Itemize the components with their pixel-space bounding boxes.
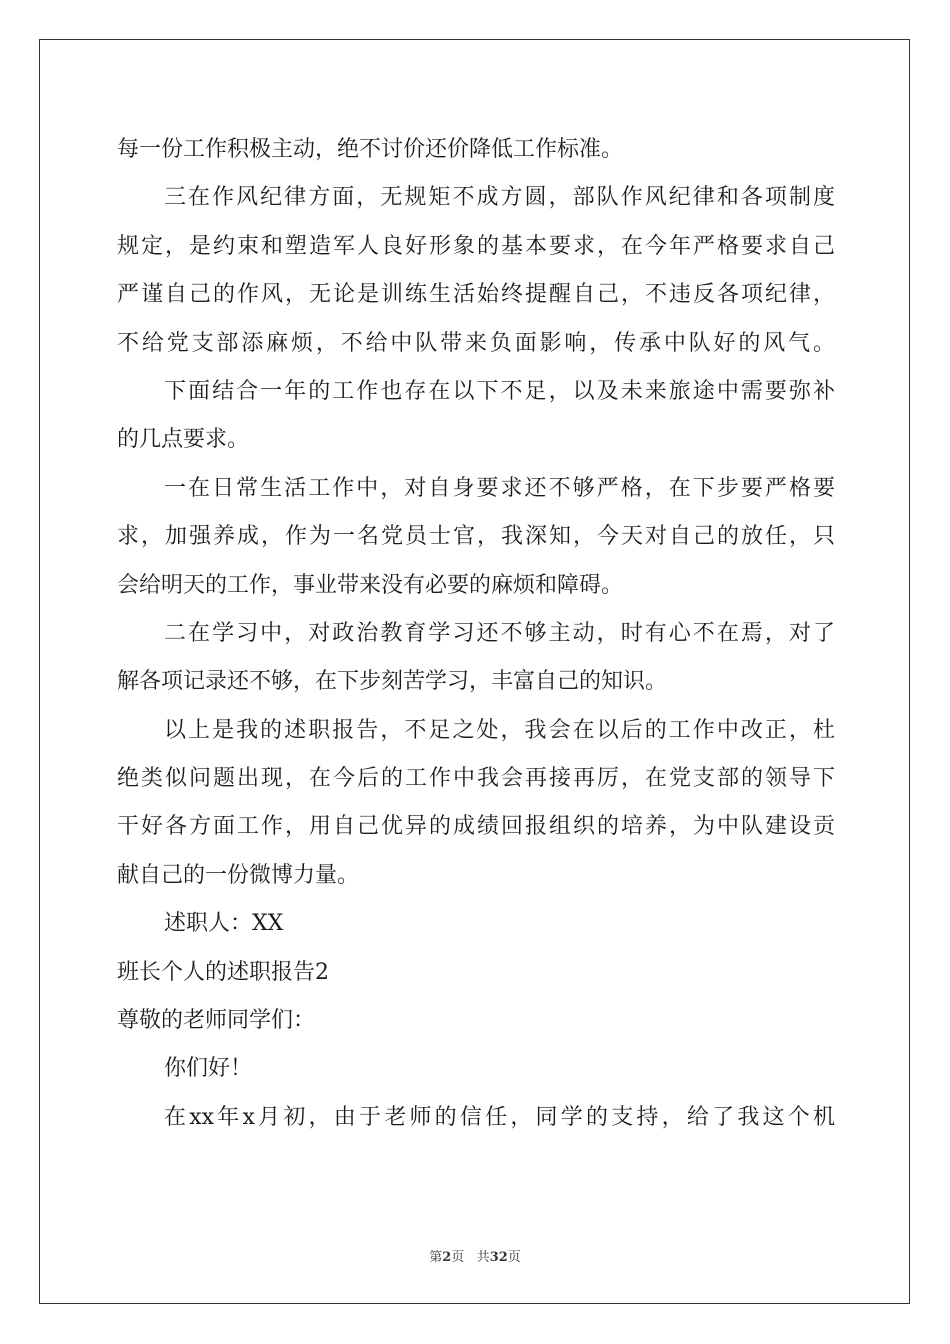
page-footer: [0, 1246, 950, 1265]
document-body: [117, 126, 835, 1142]
greeting: 你们好！: [164, 1056, 253, 1082]
text-line: 规定，是约束和塑造军人良好形象的基本要求，在今年严格要求自己: [117, 233, 835, 259]
text-line: 的几点要求。: [117, 427, 250, 453]
page-current: 2: [442, 1250, 452, 1265]
paragraph-line: 下面结合一年的工作也存在以下不足，以及未来旅途中需要弥补: [164, 378, 835, 404]
text-line: 解各项记录还不够，在下步刻苦学习，丰富自己的知识。: [117, 669, 668, 695]
signature-line: 述职人：XX: [164, 911, 284, 937]
text-line: 不给党支部添麻烦，不给中队带来负面影响，传承中队好的风气。: [117, 330, 835, 356]
section-title: 班长个人的述职报告2: [117, 959, 329, 985]
text-line: 严谨自己的作风，无论是训练生活始终提醒自己，不违反各项纪律，: [117, 282, 835, 308]
text-line: 每一份工作积极主动，绝不讨价还价降低工作标准。: [117, 137, 624, 162]
total-suffix: 页: [507, 1250, 521, 1265]
page-total: 32: [489, 1250, 508, 1265]
text-line: 干好各方面工作，用自己优异的成绩回报组织的培养，为中队建设贡: [117, 814, 835, 840]
text-line: 求，加强养成，作为一名党员士官，我深知，今天对自己的放任，只: [117, 524, 835, 550]
text-line: 会给明天的工作，事业带来没有必要的麻烦和障碍。: [117, 572, 624, 598]
paragraph-line: 在xx年x月初，由于老师的信任，同学的支持，给了我这个机: [164, 1104, 835, 1130]
page-suffix: 页: [451, 1250, 465, 1265]
text-line: 献自己的一份微博力量。: [117, 862, 360, 888]
paragraph-line: 二在学习中，对政治教育学习还不够主动，时有心不在焉，对了: [164, 620, 835, 646]
salutation: 尊敬的老师同学们：: [117, 1008, 316, 1034]
page-prefix: 第: [429, 1250, 443, 1265]
text-line: 绝类似问题出现，在今后的工作中我会再接再厉，在党支部的领导下: [117, 766, 835, 792]
total-prefix: 共: [476, 1250, 490, 1265]
paragraph-line: 一在日常生活工作中，对自身要求还不够严格，在下步要严格要: [164, 475, 835, 501]
paragraph-line: 三在作风纪律方面，无规矩不成方圆，部队作风纪律和各项制度: [164, 185, 835, 211]
paragraph-line: 以上是我的述职报告，不足之处，我会在以后的工作中改正，杜: [164, 717, 835, 743]
